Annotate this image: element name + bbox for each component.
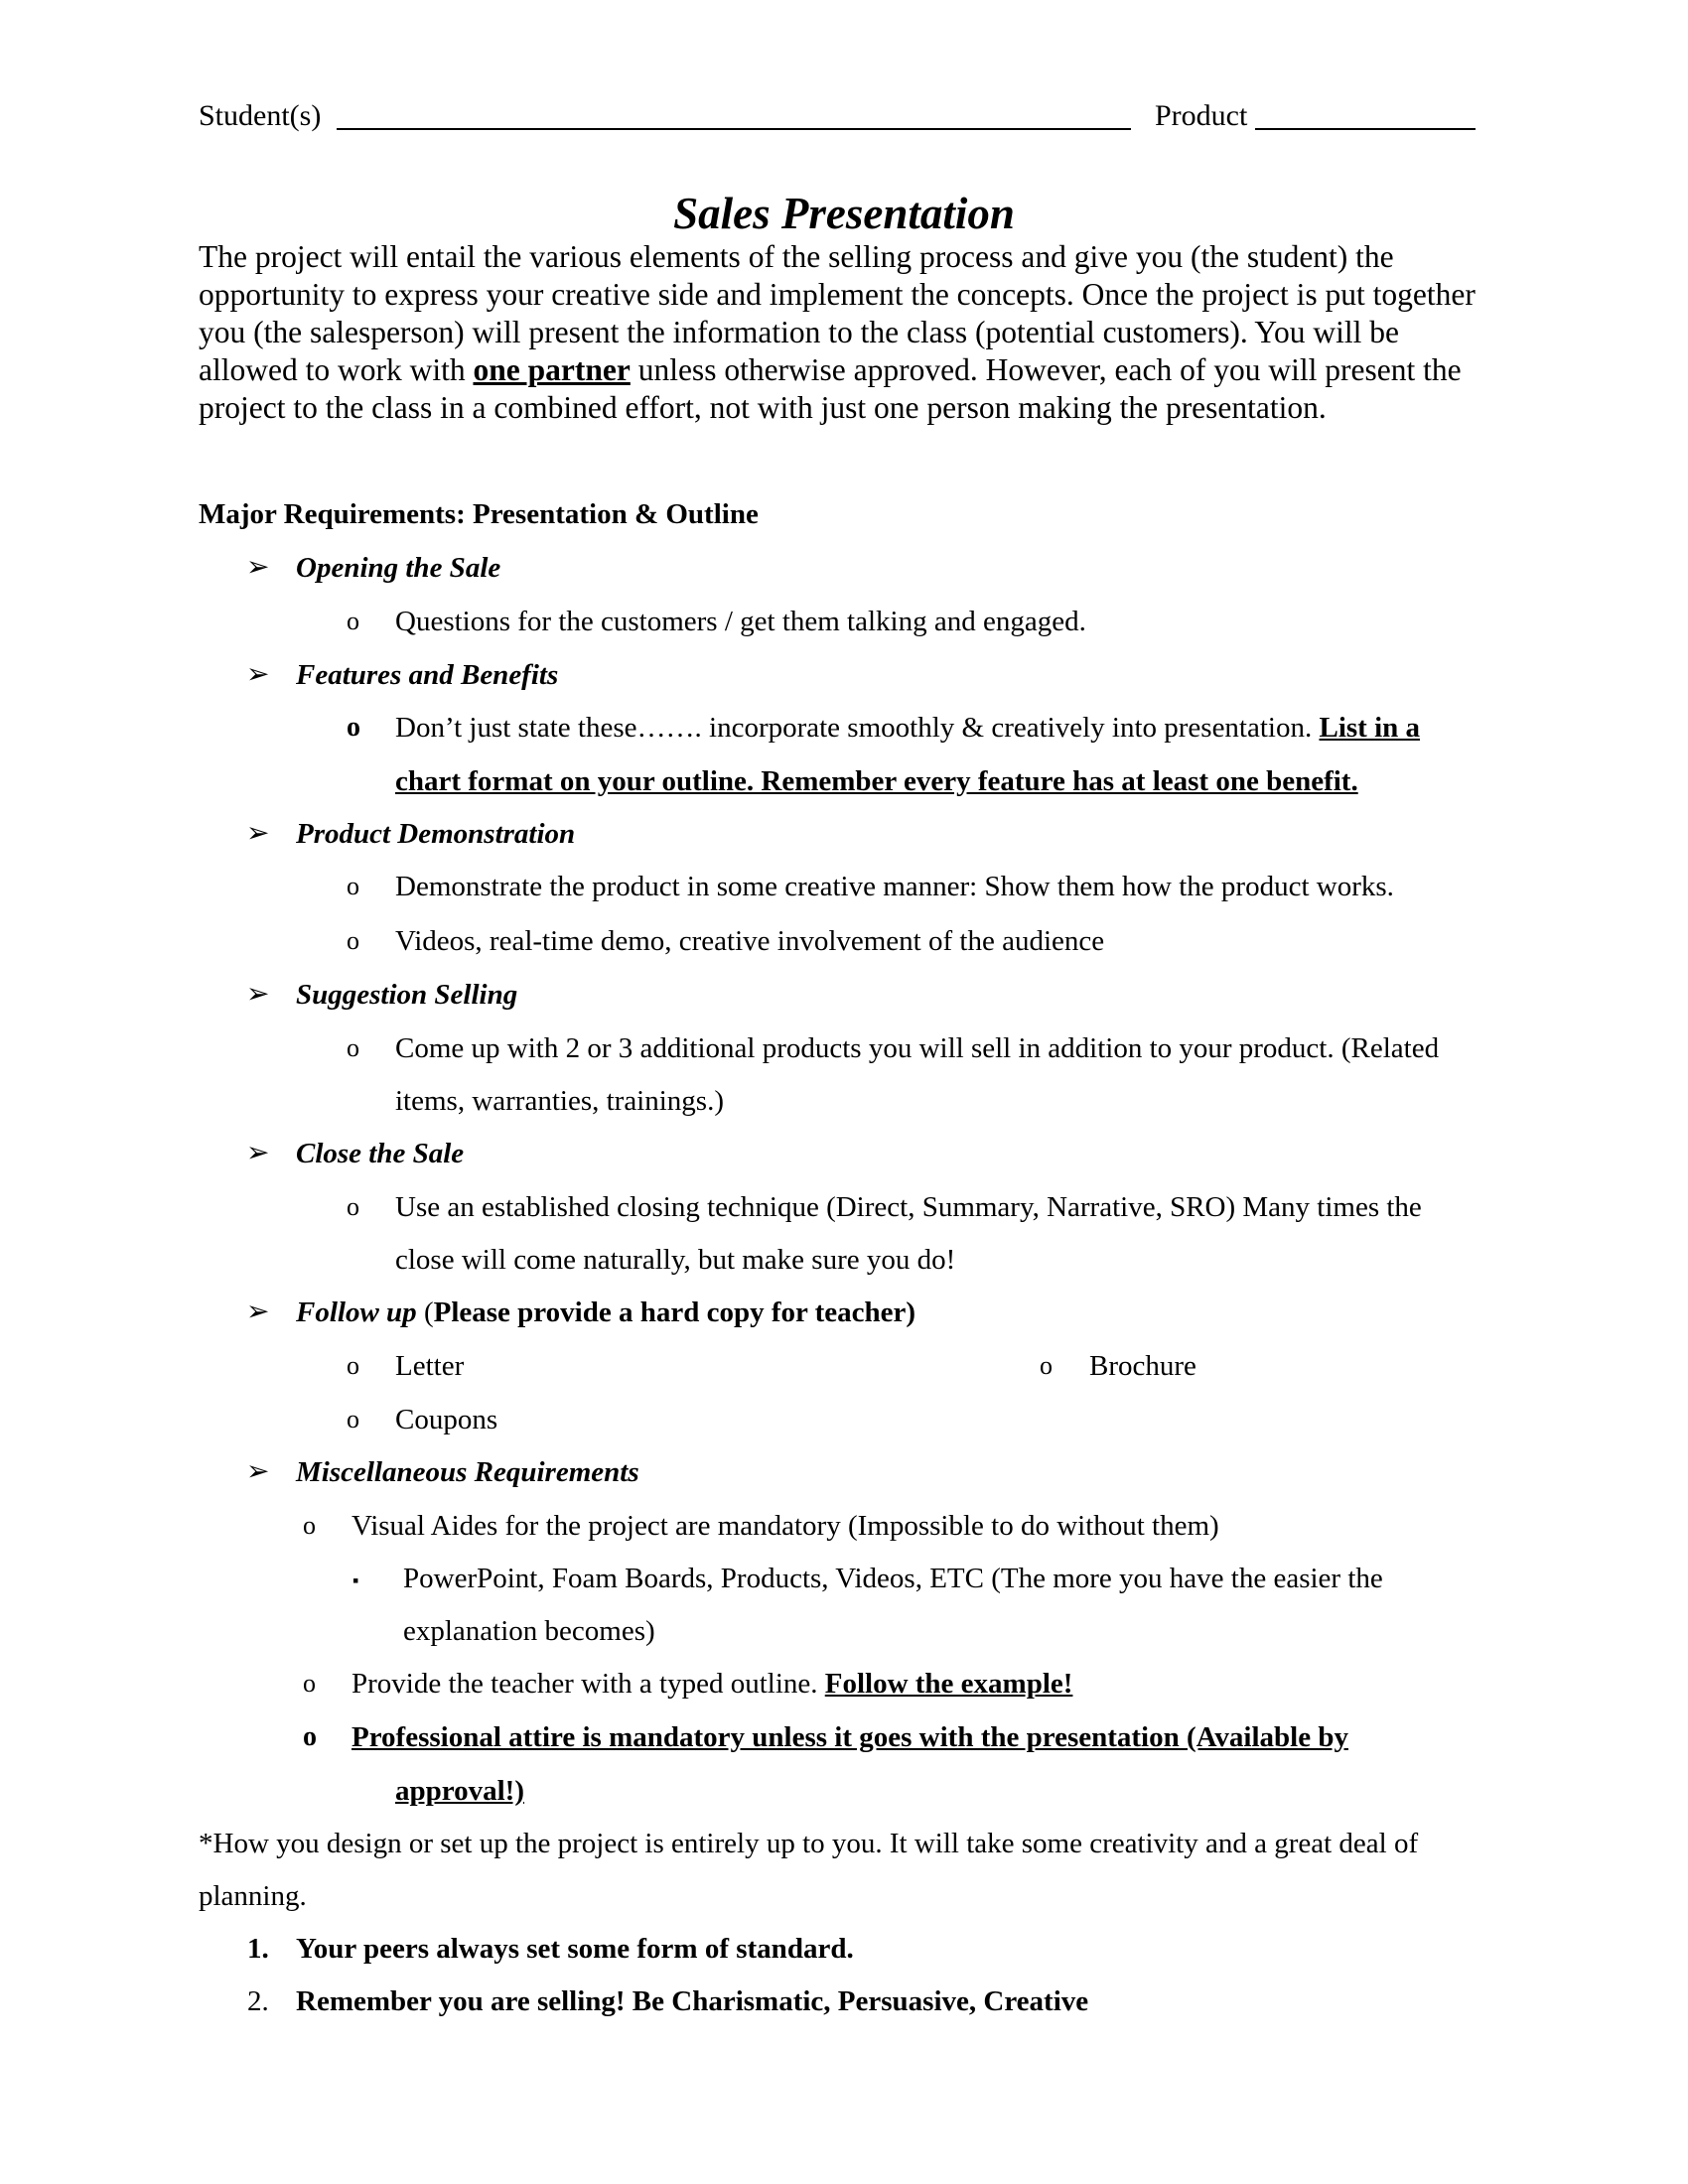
arrow-icon: ➢ [246,659,270,690]
numbered-item-1-text: Your peers always set some form of standard. [296,1933,854,1965]
misc-item-2 [352,1664,1072,1704]
intro-paragraph [199,238,1499,427]
intro-emphasis: one partner [473,352,631,387]
heading-opening: Opening the Sale [296,552,501,584]
demo-item-2: Videos, real-time demo, creative involvement of the audience [395,925,1105,957]
followup-letter: Letter [395,1350,465,1382]
numbered-item-2-text: Remember you are selling! Be Charismatic, Persuasive, Creative [296,1985,1089,2017]
suggestion-item-1a: Come up with 2 or 3 additional products you will sell in addition to your product. (Related [395,1032,1440,1064]
circle-bullet-icon: o [347,1351,359,1380]
intro-text-2: unless otherwise approved. However, each of you will present the project to the class in a combined effort, not with just one person making the presentation. [199,352,1462,425]
numbered-item-2-num: 2. [247,1985,269,2017]
students-label: Student(s) [199,99,322,132]
requirements-title: Major Requirements: Presentation & Outline [199,498,759,530]
arrow-icon: ➢ [246,1138,270,1168]
misc-sub-1a: PowerPoint, Foam Boards, Products, Videos, ETC (The more you have the easier the [403,1563,1383,1594]
heading-features: Features and Benefits [296,659,559,691]
arrow-icon: ➢ [246,979,270,1010]
product-blank [1255,98,1476,130]
circle-bullet-icon: o [1040,1351,1053,1380]
close-item-1a: Use an established closing technique (Direct, Summary, Narrative, SRO) Many times the [395,1191,1422,1223]
footer-note-a: *How you design or set up the project is entirely up to you. It will take some creativity and a great deal of [199,1828,1419,1859]
features-item-1-text: Don’t just state these……. incorporate smoothly & creatively into presentation. [395,712,1320,744]
heading-close: Close the Sale [296,1138,465,1169]
misc-item-3b: approval!) [395,1775,524,1807]
close-item-1b: close will come naturally, but make sure you do! [395,1244,956,1276]
arrow-icon: ➢ [246,1456,270,1487]
followup-note-open: ( [416,1297,434,1328]
misc-item-3a: Professional attire is mandatory unless it goes with the presentation (Available by [352,1721,1348,1753]
suggestion-item-1b: items, warranties, trainings.) [395,1085,724,1117]
circle-bullet-icon: o [347,1033,359,1062]
misc-item-2-text: Provide the teacher with a typed outline. [352,1668,825,1700]
students-blank [337,98,1131,130]
circle-bullet-icon: o [347,712,360,743]
features-item-1-emphasis-a: List in a [1319,712,1421,744]
arrow-icon: ➢ [246,818,270,849]
circle-bullet-icon: o [347,872,359,900]
arrow-icon: ➢ [246,552,270,583]
misc-sub-1b: explanation becomes) [403,1615,655,1647]
circle-bullet-icon: o [303,1511,316,1540]
followup-brochure: Brochure [1089,1350,1196,1382]
numbered-item-1-num: 1. [247,1933,269,1965]
followup-note: Please provide a hard copy for teacher) [433,1297,916,1328]
product-label: Product [1155,99,1248,132]
intro-text-1: The project will entail the various elements of the selling process and give you (the student) the opportunity to express your creative side and implement the concepts. Once the project is put together you (the salesperson) will present the information to the class (potential customers). You will be allowed to work with [199,239,1476,387]
followup-line [296,1293,915,1332]
followup-coupons: Coupons [395,1404,498,1435]
circle-bullet-icon: o [303,1669,316,1698]
features-item-1-emphasis-b: chart format on your outline. Remember every feature has at least one benefit. [395,765,1358,797]
misc-item-1: Visual Aides for the project are mandatory (Impossible to do without them) [352,1510,1219,1542]
heading-demo: Product Demonstration [296,818,576,850]
features-item-1 [395,708,1420,748]
page-title: Sales Presentation [673,189,1015,238]
circle-bullet-icon: o [347,926,359,955]
heading-misc: Miscellaneous Requirements [296,1456,639,1488]
circle-bullet-icon: o [347,607,359,635]
heading-suggestion: Suggestion Selling [296,979,518,1011]
footer-note-b: planning. [199,1880,307,1912]
heading-followup: Follow up [296,1297,417,1328]
circle-bullet-icon: o [347,1405,359,1433]
demo-item-1: Demonstrate the product in some creative manner: Show them how the product works. [395,871,1394,902]
opening-item-1: Questions for the customers / get them talking and engaged. [395,606,1086,637]
arrow-icon: ➢ [246,1297,270,1327]
circle-bullet-icon: o [303,1721,317,1752]
square-bullet-icon: ▪ [352,1570,359,1590]
misc-item-2-emphasis: Follow the example! [824,1668,1073,1700]
circle-bullet-icon: o [347,1192,359,1221]
